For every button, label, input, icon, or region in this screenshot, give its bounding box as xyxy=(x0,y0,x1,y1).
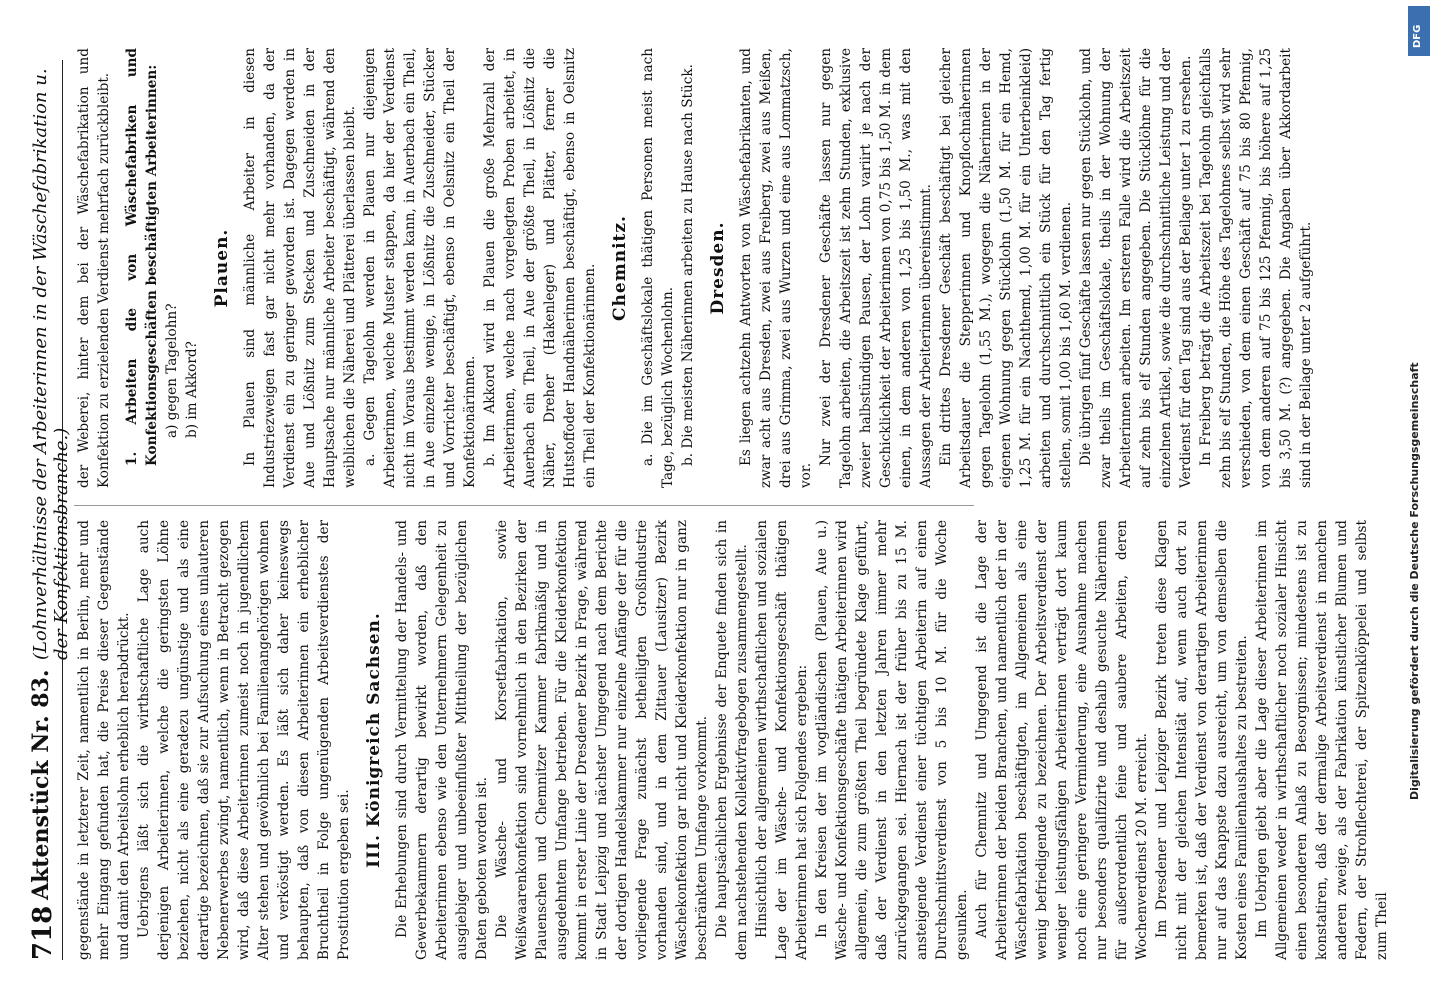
paragraph: gegenstände in letzterer Zeit, namentlich in Berlin, mehr und mehr Eingang gefunden hat, die Preise dieser Gegenstände und damit den Arbeitslohn erheblich herabdrückt. xyxy=(76,520,132,960)
paragraph: Uebrigens läßt sich die wirthschaftliche Lage auch derjenigen Arbeiterinnen, welche die geringsten Löhne beziehen, nicht als eine geradezu ungünstige und als eine derartige bezeichnen, daß sie zur Aufsuchung eines unlauteren Nebenerwerbes zwingt, namentlich, wenn in Betracht gezogen wird, daß diese Arbeiterinnen zumeist noch in jugendlichem Alter stehen und gewöhnlich bei Familienangehörigen wohnen und verköstigt werden. Es läßt sich daher keineswegs behaupten, daß von diesen Arbeiterinnen ein erheblicher Bruchtheil in Folge ungenügenden Arbeitsverdienstes der Prostitution ergeben sei. xyxy=(136,520,352,960)
paragraph: Die hauptsächlichen Ergebnisse der Enquete finden sich in dem nachstehenden Kollektivfragebogen zusammengestellt. xyxy=(714,520,750,960)
running-title: (Lohnverhältnisse der Arbeiterinnen in der Wäschefabrikation u. der Konfektionsbranche.) xyxy=(30,68,72,660)
section-heading: Dresden. xyxy=(708,221,728,315)
paragraph: der Weberei, hinter dem bei der Wäschefabrikation und Konfektion zu erzielenden Verdienst mehrfach zurückbleibt. xyxy=(76,48,112,488)
section-heading: III. Königreich Sachsen. xyxy=(364,612,384,868)
question: 1. Arbeiten die von Wäschefabriken und Konfektionsgeschäften beschäftigten Arbeiterinnen: xyxy=(124,48,160,466)
paragraph: b. Im Akkord wird in Plauen die große Mehrzahl der Arbeiterinnen, welche nach vorgelegten Proben arbeitet, in Auerbach ein Theil, in Aue der größte Theil, in Lößnitz die Näher, Dreher (Hakenleger) und Plätter, ferner die Hutstoffoder Handnäherinnen beschäftigt, ebenso in Oelsnitz ein Theil der Konfektionärinnen. xyxy=(482,48,598,488)
digitization-credit xyxy=(1408,60,1432,800)
page-header xyxy=(22,60,72,960)
question-option: b) im Akkord? xyxy=(184,341,200,438)
logo-text: DFG xyxy=(1412,24,1423,48)
paragraph: Die übrigen fünf Geschäfte lassen nur gegen Stücklohn, und zwar theils im Geschäftslokale, theils in der Wohnung der Arbeiterinnen arbeiten. Im ersteren Falle wird die Arbeitszeit auf zehn bis elf Stunden angegeben. Die Stücklöhne für die einzelnen Artikel, sowie die durchschnittliche Leistung und der Verdienst für den Tag sind aus der Beilage unter 1 zu ersehen. xyxy=(1078,48,1194,488)
paragraph: Im Uebrigen giebt aber die Lage dieser Arbeiterinnen im Allgemeinen weder in wirthschaftlicher noch sozialer Hinsicht einen besonderen Anlaß zu Besorgnissen; mindestens ist zu konstatiren, daß der dermalige Arbeitsverdienst in manchen anderen zweige, als der Fabrikation künstlicher Blumen und Federn, der Strohflechterei, der Spitzenklöppelei und selbst zum Theil xyxy=(1254,520,1390,960)
section-heading: Chemnitz. xyxy=(610,215,630,321)
paragraph: Ein drittes Dresdener Geschäft beschäftigt bei gleicher Arbeitsdauer die Stepperinnen und Knopflochnäherinnen gegen Tagelohn (1,55 M.), wogegen die Näherinnen in der eigenen Wohnung gegen Stücklohn (1,50 M. für ein Hemd, 1,25 M. für ein Nachthemd, 1,00 M. für ein Unterbeinkleid) arbeiten und durchschnittlich ein Stück für den Tag fertig stellen, somit 1,00 bis 1,60 M. verdienen. xyxy=(938,48,1074,488)
paragraph: a. Gegen Tagelohn werden in Plauen nur diejenigen Arbeiterinnen, welche Muster stappen, da hier der Verdienst nicht im Voraus bestimmt werden kann, in Auerbach ein Theil, in Aue einzelne wenige, in Lößnitz die Zuschneider, Stücker und Vorrichter beschäftigt, ebenso in Oelsnitz ein Theil der Konfektionärinnen. xyxy=(362,48,478,488)
question-option: a) gegen Tagelohn? xyxy=(164,303,180,438)
paragraph: Die Erhebungen sind durch Vermittelung der Handels- und Gewerbekammern derartig bewirkt worden, daß den Arbeiterinnen ebenso wie den Unternehmern Gelegenheit zu ausgiebiger und unbeeinflußter Mittheilung der bezüglichen Daten geboten worden ist. xyxy=(394,520,490,960)
paragraph: Im Dresdener und Leipziger Bezirk treten diese Klagen nicht mit der gleichen Intensität auf, wenn auch dort zu bemerken ist, daß der Verdienst von derartigen Arbeiterinnen nur auf das Knappste dazu ausreicht, um von demselben die Kosten eines Familienhaushaltes zu bestreiten. xyxy=(1154,520,1250,960)
dfg-logo xyxy=(1408,6,1430,56)
paragraph: a. Die im Geschäftslokale thätigen Personen meist nach Tage, bezüglich Wochenlohn. xyxy=(640,48,676,488)
paragraph: Die Wäsche- und Korsetfabrikation, sowie Weißwaarenkonfektion sind vornehmlich in den Bezirken der Plauenschen und Chemnitzer Kammer fabrikmäßig und in ausgedehntem Umfange betrieben. Für die Kleiderkonfektion kommt in erster Linie der Dresdener Bezirk in Frage, während in Stadt Leipzig und nächster Umgegend nach dem Berichte der dortigen Handelskammer nur einzelne Anfänge der für die vorliegende Frage zunächst betheiligten Großindustrie vorhanden sind, und in dem Zittauer (Lausitzer) Bezirk Wäschekonfektion gar nicht und Kleiderkonfektion nur in ganz beschränktem Umfange vorkommt. xyxy=(494,520,710,960)
document-reference: Aktenstück Nr. 83. xyxy=(28,669,54,900)
paragraph: In Plauen sind männliche Arbeiter in diesen Industriezweigen fast gar nicht mehr vorhanden, da der Verdienst ein zu geringer geworden ist. Dagegen werden in Aue und Lößnitz zum Stecken und Zuschneiden in der Hauptsache nur männliche Arbeiter beschäftigt, während den weiblichen die Näherei und Plätterei überlassen bleibt. xyxy=(242,48,358,488)
right-column xyxy=(74,48,1316,488)
paragraph: Auch für Chemnitz und Umgegend ist die Lage der Arbeiterinnen der beiden Branchen, und namentlich der in der Wäschefabrikation beschäftigten, im Allgemeinen als eine wenig befriedigende zu bezeichnen. Der Arbeitsverdienst der weniger leistungsfähigen Arbeiterinnen verträgt dort kaum noch eine geringere Verminderung, eine Ausnahme machen nur besonders qualifizirte und deshalb gesuchte Näherinnen für außerordentlich feine und saubere Arbeiten, deren Wochenverdienst 20 M. erreicht. xyxy=(974,520,1150,960)
paragraph: Nur zwei der Dresdener Geschäfte lassen nur gegen Tagelohn arbeiten, die Arbeitszeit ist zehn Stunden, exklusive zweier halbstündigen Pausen, der Lohn variirt je nach der Geschicklichkeit der Arbeiterinnen von 0,75 bis 1,50 M. in dem einen, in dem anderen von 1,25 bis 1,50 M., was mit den Aussagen der Arbeiterinnen übereinstimmt. xyxy=(818,48,934,488)
left-column xyxy=(74,520,1392,960)
paragraph: Hinsichtlich der allgemeinen wirthschaftlichen und sozialen Lage der im Wäsche- und Konfektionsgeschäft thätigen Arbeiterinnen hat sich Folgendes ergeben: xyxy=(754,520,810,960)
page-number: 718 xyxy=(28,905,58,960)
paragraph: In Freiberg beträgt die Arbeitszeit bei Tagelohn gleichfalls zehn bis elf Stunden, die Höhe des Tagelohnes selbst wird sehr verschieden, von dem einen Geschäft auf 75 bis 80 Pfennig, von dem anderen auf 75 bis 125 Pfennig, bis höhere auf 1,25 bis 3,50 M. (?) angegeben. Die Angaben über Akkordarbeit sind in der Beilage unter 2 aufgeführt. xyxy=(1198,48,1314,488)
credit-text: Digitalisierung gefördert durch die Deutsche Forschungsgemeinschaft xyxy=(1408,362,1421,800)
paragraph: Es liegen achtzehn Antworten von Wäschefabrikanten, und zwar acht aus Dresden, zwei aus Freiberg, zwei aus Meißen, drei aus Grimma, zwei aus Wurzen und eine aus Lommatzsch, vor. xyxy=(738,48,814,488)
paragraph: In den Kreisen der im vogtländischen (Plauen, Aue u.) Wäsche- und Konfektionsgeschäfte thätigen Arbeiterinnen wird allgemein, die zum größten Theil begründete Klage geführt, daß der Verdienst in den letzten Jahren immer mehr zurückgegangen sei. Hiernach ist der früher bis zu 15 M. ansteigende Verdienst einer tüchtigen Arbeiterin auf einen Durchschnittsverdienst von 5 bis 10 M. für die Woche gesunken. xyxy=(814,520,970,960)
paragraph: b. Die meisten Näherinnen arbeiten zu Hause nach Stück. xyxy=(680,64,696,466)
section-heading: Plauen. xyxy=(212,228,232,308)
column-divider xyxy=(74,505,974,506)
